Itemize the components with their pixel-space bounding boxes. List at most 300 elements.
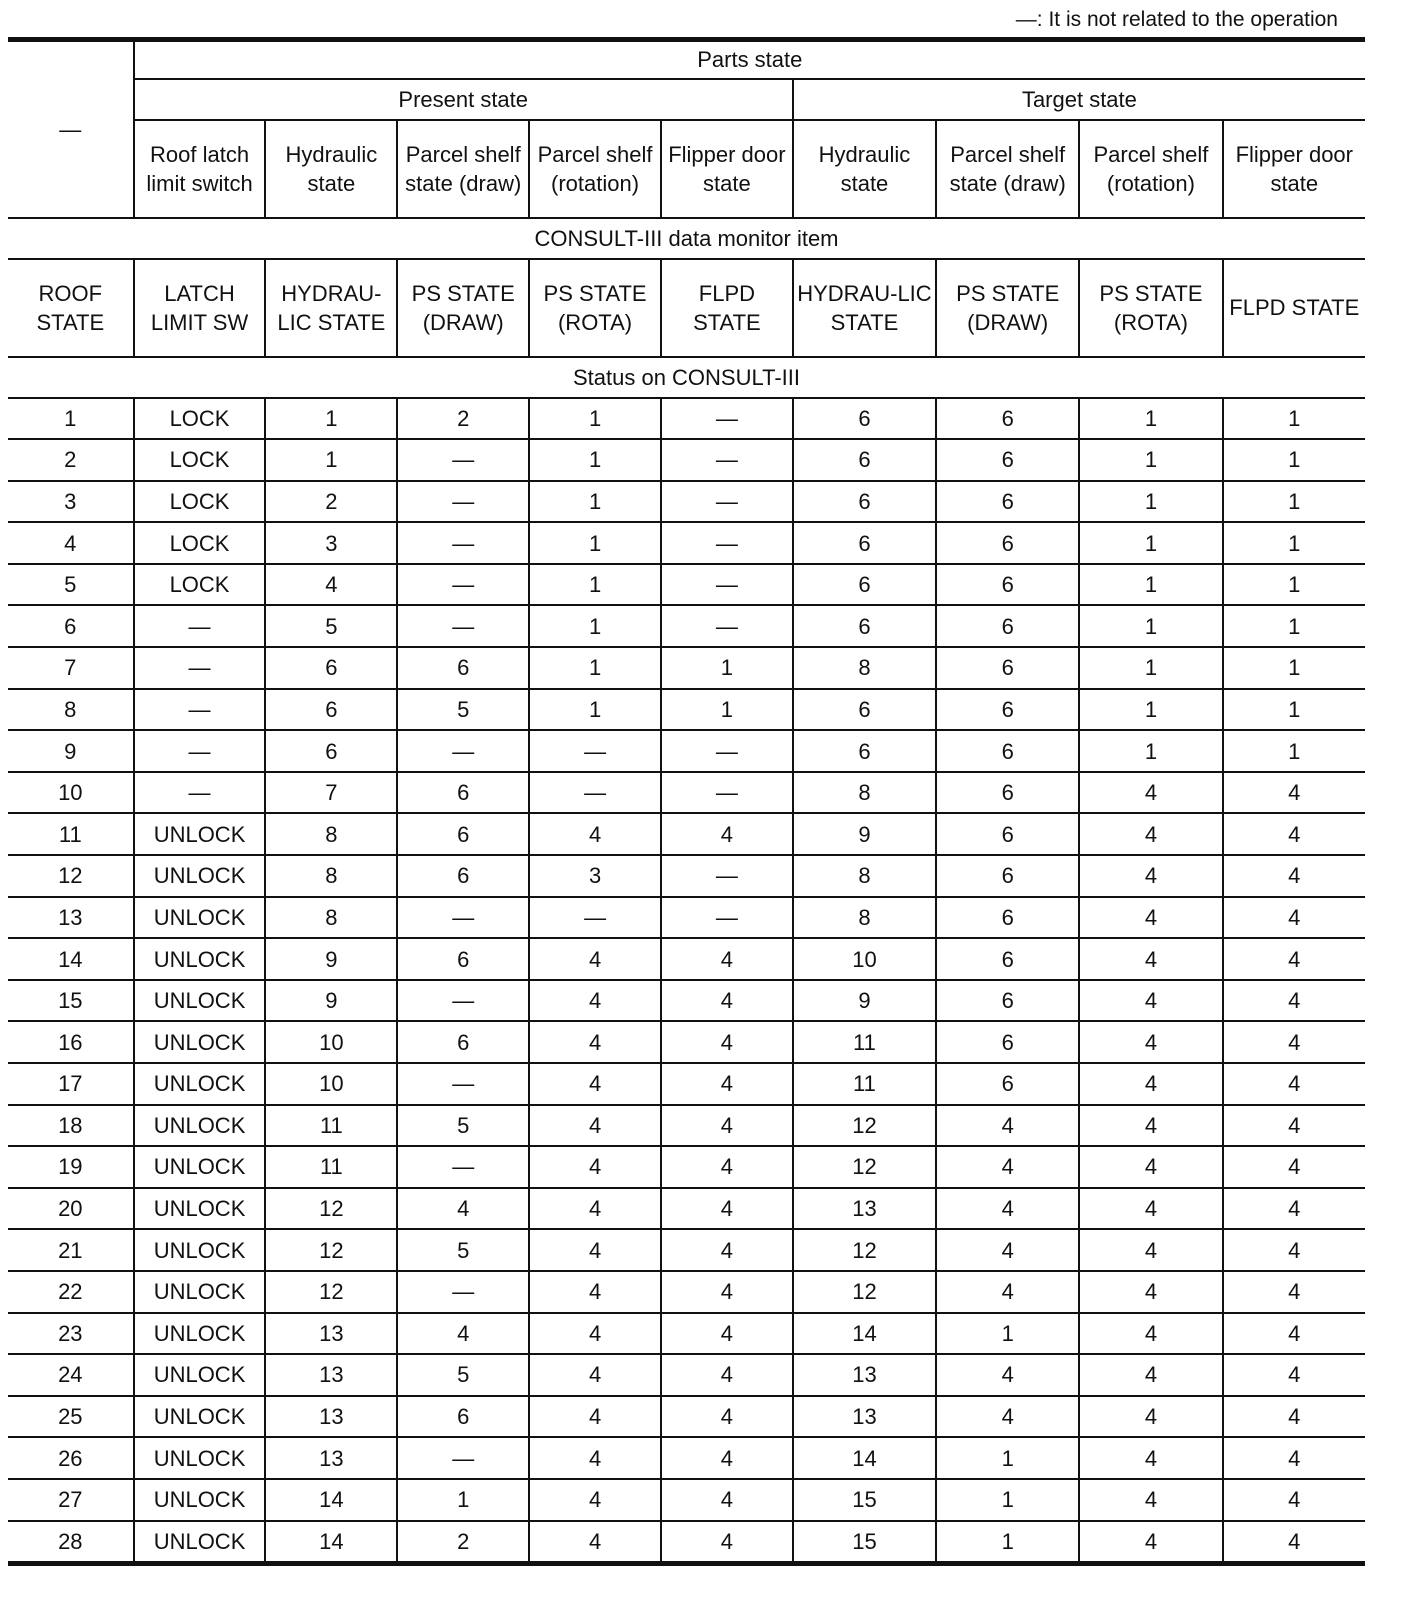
table-cell: 1	[1223, 647, 1365, 689]
table-cell: 1	[265, 439, 397, 481]
table-cell: 4	[1079, 813, 1222, 855]
table-cell: 11	[8, 813, 134, 855]
table-cell: 9	[265, 938, 397, 980]
table-cell: 8	[265, 813, 397, 855]
table-cell: —	[661, 605, 793, 647]
table-cell: 4	[1223, 938, 1365, 980]
table-cell: 1	[1223, 564, 1365, 606]
table-cell: 1	[8, 398, 134, 440]
table-cell: —	[397, 1063, 529, 1105]
table-cell: 1	[661, 689, 793, 731]
table-cell: 4	[529, 938, 661, 980]
table-cell: 1	[1223, 689, 1365, 731]
table-cell: 13	[8, 897, 134, 939]
table-cell: 8	[265, 897, 397, 939]
table-row	[8, 522, 1365, 564]
table-cell: 14	[265, 1521, 397, 1564]
table-row	[8, 1354, 1365, 1396]
table-cell: —	[397, 1146, 529, 1188]
table-cell: 4	[936, 1105, 1079, 1147]
table-cell: 11	[793, 1021, 936, 1063]
table-cell: 1	[1223, 398, 1365, 440]
table-cell: 6	[936, 522, 1079, 564]
table-cell: 1	[529, 564, 661, 606]
table-cell: 4	[1223, 1479, 1365, 1521]
table-row	[8, 439, 1365, 481]
table-cell: UNLOCK	[134, 1313, 266, 1355]
table-cell: —	[397, 730, 529, 772]
table-cell: 6	[265, 689, 397, 731]
present-state-header: Present state	[134, 79, 793, 120]
table-cell: UNLOCK	[134, 1146, 266, 1188]
table-row	[8, 481, 1365, 523]
table-cell: 1	[529, 481, 661, 523]
table-cell: 5	[397, 1105, 529, 1147]
table-cell: LOCK	[134, 439, 266, 481]
table-cell: 4	[661, 1437, 793, 1479]
table-cell: 22	[8, 1271, 134, 1313]
table-cell: 12	[265, 1229, 397, 1271]
table-cell: 5	[397, 1354, 529, 1396]
table-cell: 4	[1079, 1396, 1222, 1438]
table-cell: —	[134, 689, 266, 731]
table-cell: 6	[793, 522, 936, 564]
table-cell: 21	[8, 1229, 134, 1271]
table-row	[8, 1063, 1365, 1105]
table-cell: 6	[936, 730, 1079, 772]
consult-column-header: PS STATE (DRAW)	[936, 259, 1079, 357]
table-cell: 4	[529, 980, 661, 1022]
table-cell: 24	[8, 1354, 134, 1396]
table-cell: 4	[1079, 1063, 1222, 1105]
table-cell: 2	[397, 398, 529, 440]
table-cell: 6	[936, 938, 1079, 980]
table-cell: 17	[8, 1063, 134, 1105]
table-cell: 4	[661, 1063, 793, 1105]
corner-cell: —	[8, 40, 134, 218]
table-cell: 1	[936, 1437, 1079, 1479]
table-cell: 1	[529, 689, 661, 731]
table-cell: 4	[1223, 1021, 1365, 1063]
table-cell: 4	[661, 1105, 793, 1147]
table-cell: 4	[1223, 1229, 1365, 1271]
table-cell: 6	[265, 647, 397, 689]
table-cell: 4	[1223, 1188, 1365, 1230]
table-cell: 6	[936, 1021, 1079, 1063]
table-cell: 19	[8, 1146, 134, 1188]
table-cell: 6	[793, 439, 936, 481]
table-cell: 1	[1223, 605, 1365, 647]
table-row	[8, 689, 1365, 731]
table-cell: 1	[529, 398, 661, 440]
table-cell: 6	[936, 855, 1079, 897]
table-cell: —	[397, 605, 529, 647]
consult-column-header: FLPD STATE	[1223, 259, 1365, 357]
table-cell: UNLOCK	[134, 1105, 266, 1147]
table-cell: 6	[793, 398, 936, 440]
table-cell: —	[661, 439, 793, 481]
consult-monitor-header: CONSULT-III data monitor item	[8, 218, 1365, 259]
table-cell: 12	[265, 1188, 397, 1230]
table-cell: 1	[1079, 522, 1222, 564]
part-column-header: Flipper door state	[661, 120, 793, 218]
table-row	[8, 897, 1365, 939]
table-cell: 6	[936, 398, 1079, 440]
table-cell: 1	[1223, 730, 1365, 772]
table-cell: 4	[1079, 1437, 1222, 1479]
table-cell: 4	[1223, 855, 1365, 897]
table-cell: 1	[1079, 605, 1222, 647]
table-cell: 20	[8, 1188, 134, 1230]
table-cell: 4	[529, 1271, 661, 1313]
table-cell: UNLOCK	[134, 1188, 266, 1230]
target-state-header: Target state	[793, 79, 1365, 120]
consult-column-header: PS STATE (ROTA)	[1079, 259, 1222, 357]
table-cell: 8	[793, 855, 936, 897]
table-row	[8, 1188, 1365, 1230]
table-cell: 4	[1223, 1146, 1365, 1188]
table-cell: 4	[936, 1229, 1079, 1271]
table-cell: —	[397, 897, 529, 939]
table-cell: 4	[397, 1188, 529, 1230]
table-cell: 6	[936, 980, 1079, 1022]
table-cell: 12	[793, 1105, 936, 1147]
table-cell: 15	[793, 1479, 936, 1521]
table-cell: 4	[1079, 772, 1222, 814]
table-cell: 8	[265, 855, 397, 897]
table-cell: 10	[265, 1063, 397, 1105]
table-cell: 5	[397, 1229, 529, 1271]
part-column-header: Roof latch limit switch	[134, 120, 266, 218]
table-cell: 13	[793, 1188, 936, 1230]
table-cell: 4	[8, 522, 134, 564]
table-cell: LOCK	[134, 398, 266, 440]
table-cell: —	[397, 522, 529, 564]
table-cell: —	[397, 564, 529, 606]
table-cell: LOCK	[134, 481, 266, 523]
table-row	[8, 1437, 1365, 1479]
table-cell: LOCK	[134, 522, 266, 564]
table-cell: 14	[793, 1313, 936, 1355]
table-row	[8, 1521, 1365, 1564]
table-cell: 23	[8, 1313, 134, 1355]
table-cell: 6	[8, 605, 134, 647]
table-cell: 4	[936, 1188, 1079, 1230]
table-cell: 4	[1079, 1354, 1222, 1396]
table-row	[8, 1271, 1365, 1313]
table-cell: 25	[8, 1396, 134, 1438]
table-cell: 1	[1079, 481, 1222, 523]
table-row	[8, 605, 1365, 647]
table-cell: 4	[661, 980, 793, 1022]
table-cell: 4	[936, 1271, 1079, 1313]
table-row	[8, 647, 1365, 689]
table-cell: 4	[1079, 1105, 1222, 1147]
table-cell: UNLOCK	[134, 980, 266, 1022]
table-cell: 4	[661, 1354, 793, 1396]
table-cell: 13	[793, 1396, 936, 1438]
table-cell: 1	[529, 605, 661, 647]
table-cell: 4	[1079, 1021, 1222, 1063]
table-cell: —	[529, 730, 661, 772]
table-cell: 4	[1079, 938, 1222, 980]
table-cell: 13	[265, 1396, 397, 1438]
table-row	[8, 1105, 1365, 1147]
table-cell: 4	[529, 813, 661, 855]
table-cell: 8	[793, 647, 936, 689]
table-cell: 11	[265, 1105, 397, 1147]
table-cell: 4	[1079, 1479, 1222, 1521]
table-cell: 6	[936, 1063, 1079, 1105]
table-cell: 4	[1079, 1271, 1222, 1313]
table-cell: 8	[8, 689, 134, 731]
table-cell: 4	[1223, 813, 1365, 855]
table-cell: 4	[529, 1021, 661, 1063]
table-cell: 4	[265, 564, 397, 606]
table-cell: 11	[793, 1063, 936, 1105]
table-cell: 4	[529, 1105, 661, 1147]
table-cell: 1	[1079, 564, 1222, 606]
table-row	[8, 1479, 1365, 1521]
table-cell: 4	[661, 1396, 793, 1438]
table-row	[8, 398, 1365, 440]
table-cell: UNLOCK	[134, 1229, 266, 1271]
table-cell: 9	[8, 730, 134, 772]
table-cell: 1	[529, 647, 661, 689]
table-cell: 4	[1223, 1105, 1365, 1147]
table-cell: 6	[397, 1396, 529, 1438]
table-cell: UNLOCK	[134, 1437, 266, 1479]
table-cell: 12	[793, 1229, 936, 1271]
table-cell: 12	[793, 1146, 936, 1188]
table-cell: 6	[936, 689, 1079, 731]
table-cell: UNLOCK	[134, 1021, 266, 1063]
table-cell: 4	[529, 1063, 661, 1105]
table-cell: 13	[265, 1313, 397, 1355]
table-cell: 13	[265, 1354, 397, 1396]
table-cell: 4	[529, 1146, 661, 1188]
table-cell: 2	[8, 439, 134, 481]
table-row	[8, 813, 1365, 855]
table-cell: LOCK	[134, 564, 266, 606]
status-header: Status on CONSULT-III	[8, 357, 1365, 398]
table-cell: 6	[936, 897, 1079, 939]
table-cell: 6	[936, 439, 1079, 481]
table-cell: 6	[793, 730, 936, 772]
table-cell: —	[661, 564, 793, 606]
table-cell: 4	[1079, 1188, 1222, 1230]
table-cell: UNLOCK	[134, 1271, 266, 1313]
roof-state-table	[8, 37, 1365, 1566]
table-cell: 1	[1079, 730, 1222, 772]
table-cell: 4	[1223, 1396, 1365, 1438]
parts-state-header: Parts state	[134, 40, 1365, 79]
table-cell: 6	[397, 772, 529, 814]
table-cell: —	[397, 1437, 529, 1479]
table-cell: —	[661, 855, 793, 897]
table-cell: 4	[1223, 1063, 1365, 1105]
table-cell: UNLOCK	[134, 1521, 266, 1564]
table-cell: 1	[1223, 522, 1365, 564]
table-cell: 6	[793, 605, 936, 647]
part-column-header: Parcel shelf state (draw)	[936, 120, 1079, 218]
table-cell: 1	[1079, 439, 1222, 481]
table-cell: 3	[265, 522, 397, 564]
table-row	[8, 980, 1365, 1022]
table-cell: 6	[936, 564, 1079, 606]
table-cell: —	[134, 730, 266, 772]
table-cell: 1	[1079, 689, 1222, 731]
table-cell: 18	[8, 1105, 134, 1147]
table-cell: 1	[1223, 481, 1365, 523]
table-cell: UNLOCK	[134, 1063, 266, 1105]
table-cell: 1	[661, 647, 793, 689]
table-cell: 4	[661, 1229, 793, 1271]
table-cell: 9	[793, 980, 936, 1022]
table-cell: 7	[8, 647, 134, 689]
consult-column-header: PS STATE (ROTA)	[529, 259, 661, 357]
table-cell: 1	[1079, 647, 1222, 689]
table-cell: —	[397, 980, 529, 1022]
table-cell: 1	[936, 1521, 1079, 1564]
table-cell: 6	[793, 481, 936, 523]
table-cell: 6	[936, 647, 1079, 689]
table-cell: 4	[936, 1396, 1079, 1438]
table-cell: 4	[1223, 1313, 1365, 1355]
table-cell: —	[661, 772, 793, 814]
consult-column-header: PS STATE (DRAW)	[397, 259, 529, 357]
consult-column-header: HYDRAU-LIC STATE	[793, 259, 936, 357]
table-cell: 2	[397, 1521, 529, 1564]
legend-note: —: It is not related to the operation	[1015, 8, 1338, 31]
table-cell: 6	[265, 730, 397, 772]
table-cell: 4	[661, 1271, 793, 1313]
consult-column-header: LATCH LIMIT SW	[134, 259, 266, 357]
table-cell: 9	[265, 980, 397, 1022]
table-cell: 10	[265, 1021, 397, 1063]
table-cell: 6	[397, 813, 529, 855]
table-cell: —	[397, 1271, 529, 1313]
table-cell: 1	[397, 1479, 529, 1521]
table-cell: 27	[8, 1479, 134, 1521]
part-column-header: Hydraulic state	[265, 120, 397, 218]
table-cell: 4	[1223, 980, 1365, 1022]
table-cell: 26	[8, 1437, 134, 1479]
table-cell: 4	[661, 1521, 793, 1564]
table-cell: 1	[1079, 398, 1222, 440]
table-cell: 4	[661, 1188, 793, 1230]
table-row	[8, 1229, 1365, 1271]
table-cell: 13	[793, 1354, 936, 1396]
table-cell: 9	[793, 813, 936, 855]
table-cell: 4	[661, 813, 793, 855]
table-cell: 4	[1223, 1521, 1365, 1564]
table-cell: 4	[1079, 897, 1222, 939]
table-cell: 4	[1079, 980, 1222, 1022]
consult-columns-row	[8, 259, 1365, 357]
table-cell: 4	[529, 1354, 661, 1396]
table-cell: 4	[1223, 772, 1365, 814]
table-cell: —	[661, 398, 793, 440]
table-cell: UNLOCK	[134, 1479, 266, 1521]
table-cell: 1	[1223, 439, 1365, 481]
table-cell: 8	[793, 772, 936, 814]
table-cell: 1	[529, 522, 661, 564]
table-cell: 4	[661, 1146, 793, 1188]
table-cell: 4	[1079, 1521, 1222, 1564]
table-cell: UNLOCK	[134, 855, 266, 897]
table-cell: 4	[1079, 1313, 1222, 1355]
table-cell: —	[661, 481, 793, 523]
table-cell: 14	[793, 1437, 936, 1479]
table-cell: 4	[1079, 1229, 1222, 1271]
table-cell: 6	[793, 689, 936, 731]
table-cell: 4	[936, 1146, 1079, 1188]
table-cell: 4	[661, 938, 793, 980]
part-column-header: Parcel shelf (rotation)	[1079, 120, 1222, 218]
table-cell: 5	[8, 564, 134, 606]
table-row	[8, 855, 1365, 897]
table-cell: 6	[397, 938, 529, 980]
table-cell: —	[134, 772, 266, 814]
table-row	[8, 1146, 1365, 1188]
consult-column-header: FLPD STATE	[661, 259, 793, 357]
table-cell: 3	[529, 855, 661, 897]
table-cell: —	[529, 897, 661, 939]
table-cell: UNLOCK	[134, 938, 266, 980]
consult-column-header: HYDRAU-LIC STATE	[265, 259, 397, 357]
table-cell: 4	[661, 1021, 793, 1063]
part-column-header: Parcel shelf state (draw)	[397, 120, 529, 218]
table-cell: 6	[397, 647, 529, 689]
table-cell: 4	[1223, 1354, 1365, 1396]
table-cell: 10	[8, 772, 134, 814]
table-cell: 6	[936, 481, 1079, 523]
table-cell: —	[661, 730, 793, 772]
table-cell: UNLOCK	[134, 1354, 266, 1396]
table-cell: 7	[265, 772, 397, 814]
table-cell: 11	[265, 1146, 397, 1188]
table-cell: —	[397, 439, 529, 481]
table-cell: 4	[529, 1521, 661, 1564]
table-cell: 4	[529, 1229, 661, 1271]
table-cell: 14	[265, 1479, 397, 1521]
table-row	[8, 1313, 1365, 1355]
table-cell: 4	[529, 1437, 661, 1479]
table-row	[8, 730, 1365, 772]
table-cell: 5	[397, 689, 529, 731]
table-cell: 4	[1223, 897, 1365, 939]
table-cell: 4	[529, 1313, 661, 1355]
table-cell: 4	[1223, 1271, 1365, 1313]
table-cell: 1	[529, 439, 661, 481]
table-cell: 4	[529, 1188, 661, 1230]
part-column-header: Parcel shelf (rotation)	[529, 120, 661, 218]
consult-column-header: ROOF STATE	[8, 259, 134, 357]
table-cell: 3	[8, 481, 134, 523]
part-column-header: Flipper door state	[1223, 120, 1365, 218]
table-cell: 6	[936, 605, 1079, 647]
table-cell: 12	[265, 1271, 397, 1313]
table-cell: 12	[8, 855, 134, 897]
table-cell: 12	[793, 1271, 936, 1313]
table-row	[8, 1396, 1365, 1438]
table-cell: 4	[936, 1354, 1079, 1396]
table-cell: 10	[793, 938, 936, 980]
table-cell: 6	[397, 1021, 529, 1063]
table-cell: —	[661, 522, 793, 564]
table-cell: 6	[936, 772, 1079, 814]
